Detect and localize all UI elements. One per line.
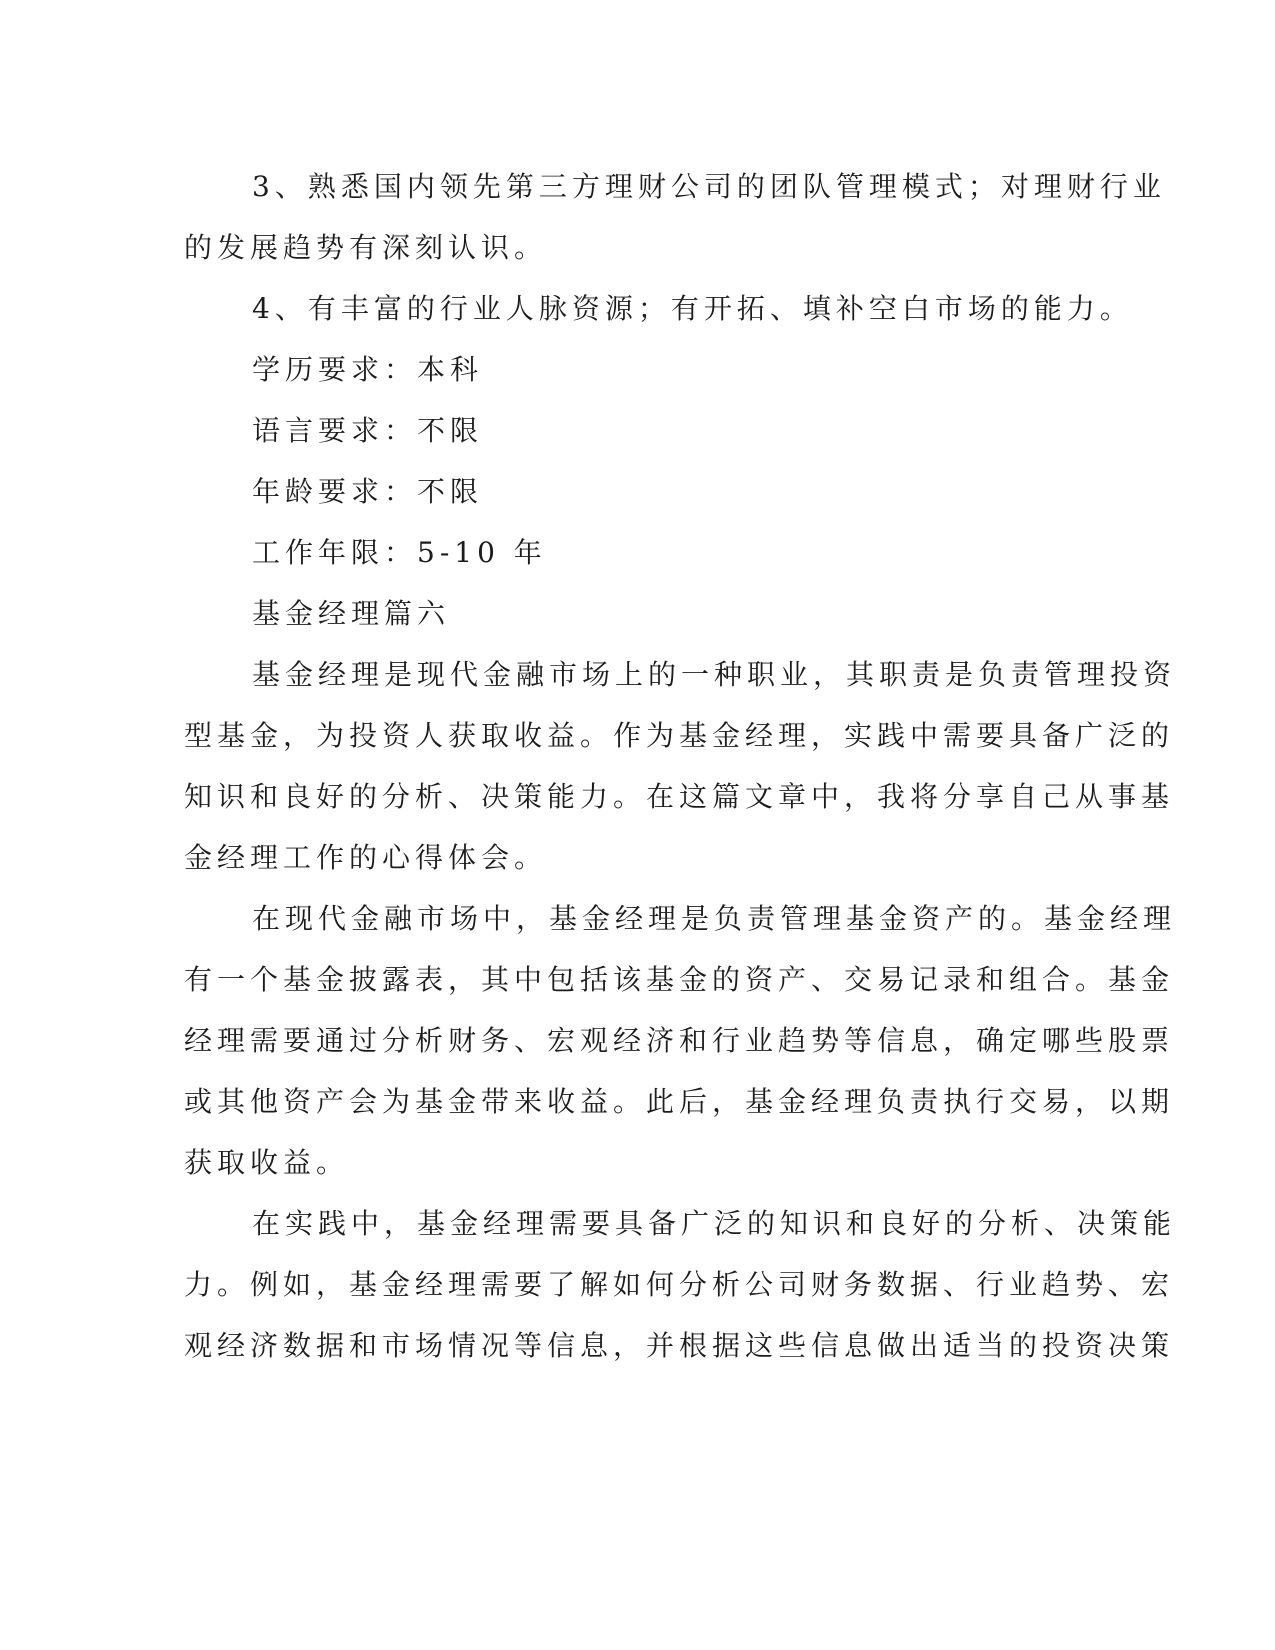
text-line: 经理需要通过分析财务、宏观经济和行业趋势等信息，确定哪些股票 bbox=[184, 1024, 1175, 1057]
paragraph-requirement-3 bbox=[184, 156, 1166, 278]
text-line: 或其他资产会为基金带来收益。此后，基金经理负责执行交易，以期 bbox=[184, 1085, 1175, 1118]
paragraph-age-requirement bbox=[184, 461, 1064, 522]
text-line: 基金经理篇六 bbox=[252, 597, 451, 630]
text-line: 型基金，为投资人获取收益。作为基金经理，实践中需要具备广泛的 bbox=[184, 719, 1175, 752]
document-body bbox=[184, 156, 1177, 1376]
paragraph-experience-requirement bbox=[184, 522, 1064, 583]
text-line: 有一个基金披露表，其中包括该基金的资产、交易记录和组合。基金 bbox=[184, 963, 1175, 996]
paragraph-intro bbox=[184, 644, 1177, 888]
text-line: 基金经理是现代金融市场上的一种职业，其职责是负责管理投资 bbox=[252, 658, 1177, 691]
paragraph-language-requirement bbox=[184, 400, 1064, 461]
section-heading bbox=[184, 583, 1064, 644]
text-line: 年龄要求：不限 bbox=[252, 475, 484, 508]
text-line: 工作年限：5-10 年 bbox=[252, 536, 547, 569]
paragraph-practice bbox=[184, 1193, 1177, 1376]
text-line: 金经理工作的心得体会。 bbox=[184, 841, 548, 874]
text-line: 学历要求：本科 bbox=[252, 353, 484, 386]
text-line: 在现代金融市场中，基金经理是负责管理基金资产的。基金经理 bbox=[252, 902, 1177, 935]
paragraph-education-requirement bbox=[184, 339, 1064, 400]
text-line: 获取收益。 bbox=[184, 1146, 350, 1179]
text-line: 3、熟悉国内领先第三方理财公司的团队管理模式；对理财行业 bbox=[252, 170, 1166, 203]
text-line: 观经济数据和市场情况等信息，并根据这些信息做出适当的投资决策 bbox=[184, 1329, 1175, 1362]
text-line: 知识和良好的分析、决策能力。在这篇文章中，我将分享自己从事基 bbox=[184, 780, 1175, 813]
text-line: 在实践中，基金经理需要具备广泛的知识和良好的分析、决策能 bbox=[252, 1207, 1177, 1240]
paragraph-requirement-4 bbox=[184, 278, 1133, 339]
text-line: 的发展趋势有深刻认识。 bbox=[184, 231, 548, 264]
paragraph-role bbox=[184, 888, 1177, 1193]
text-line: 4、有丰富的行业人脉资源；有开拓、填补空白市场的能力。 bbox=[252, 292, 1133, 325]
text-line: 力。例如，基金经理需要了解如何分析公司财务数据、行业趋势、宏 bbox=[184, 1268, 1175, 1301]
text-line: 语言要求：不限 bbox=[252, 414, 484, 447]
